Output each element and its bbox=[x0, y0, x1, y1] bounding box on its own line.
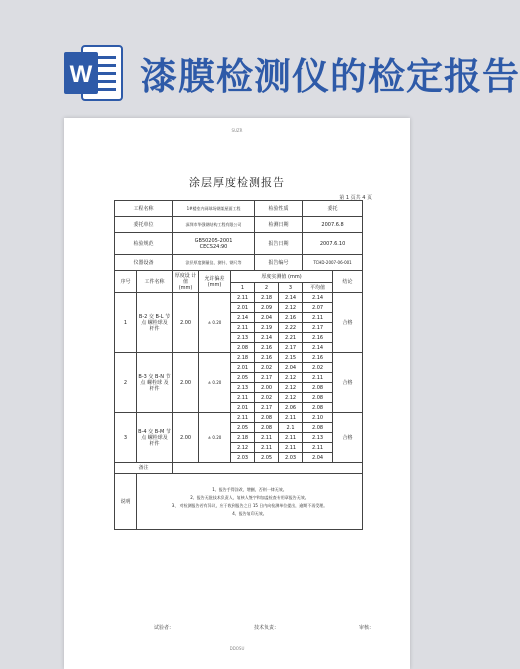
measurement-cell: 2.17 bbox=[279, 343, 303, 353]
header-col-3: 3 bbox=[279, 283, 303, 293]
notes-cell bbox=[137, 474, 363, 530]
banner bbox=[0, 0, 520, 118]
svg-text:W: W bbox=[69, 61, 93, 88]
measurement-cell: 2.11 bbox=[255, 433, 279, 443]
measurement-cell: 2.04 bbox=[279, 363, 303, 373]
measurement-cell: 2.18 bbox=[231, 353, 255, 363]
average-cell: 2.07 bbox=[303, 303, 333, 313]
group-seq: 1 bbox=[115, 293, 137, 353]
measurement-cell: 2.11 bbox=[231, 323, 255, 333]
measurement-cell: 2.16 bbox=[255, 353, 279, 363]
header-col-avg: 平均值 bbox=[303, 283, 333, 293]
remark-label: 备注 bbox=[115, 463, 173, 474]
project-label: 工程名称 bbox=[115, 201, 173, 217]
average-cell: 2.14 bbox=[303, 343, 333, 353]
average-cell: 2.08 bbox=[303, 423, 333, 433]
measurement-cell: 2.01 bbox=[231, 403, 255, 413]
average-cell: 2.17 bbox=[303, 323, 333, 333]
measurement-cell: 2.13 bbox=[231, 333, 255, 343]
measurement-cell: 2.11 bbox=[231, 413, 255, 423]
average-cell: 2.14 bbox=[303, 293, 333, 303]
measurement-cell: 2.21 bbox=[279, 333, 303, 343]
measurement-cell: 2.01 bbox=[231, 303, 255, 313]
measurement-cell: 2.08 bbox=[255, 413, 279, 423]
average-cell: 2.16 bbox=[303, 353, 333, 363]
tester-signature: 试验者： bbox=[154, 625, 175, 631]
measurement-cell: 2.19 bbox=[255, 323, 279, 333]
measurement-cell: 2.16 bbox=[255, 343, 279, 353]
group-seq: 2 bbox=[115, 353, 137, 413]
average-cell: 2.08 bbox=[303, 383, 333, 393]
measurement-cell: 2.22 bbox=[279, 323, 303, 333]
tech-lead-signature: 技术负责： bbox=[253, 625, 279, 631]
measurement-cell: 2.18 bbox=[255, 293, 279, 303]
note-line: 2、报告无批技术负责人，复核人签字和加盖检查专用章报告无效。 bbox=[190, 494, 309, 500]
measurement-cell: 2.12 bbox=[231, 443, 255, 453]
standard-value: GB50205-2001 CECS24:90 bbox=[173, 233, 255, 255]
nature-value: 委托 bbox=[303, 201, 363, 217]
average-cell: 2.08 bbox=[303, 403, 333, 413]
average-cell: 2.11 bbox=[303, 313, 333, 323]
word-doc-icon bbox=[62, 42, 124, 104]
measurement-cell: 2.11 bbox=[231, 393, 255, 403]
note-line: 4、报告复印无效。 bbox=[232, 510, 267, 516]
page-header: SUZR bbox=[231, 128, 243, 133]
average-cell: 2.13 bbox=[303, 433, 333, 443]
average-cell: 2.16 bbox=[303, 333, 333, 343]
group-member: B-4 交 B-M 节点 螺栓球及 杆件 bbox=[137, 413, 173, 463]
measurement-cell: 2.14 bbox=[255, 333, 279, 343]
average-cell: 2.02 bbox=[303, 363, 333, 373]
measurement-cell: 2.08 bbox=[255, 423, 279, 433]
measurement-cell: 2.05 bbox=[231, 423, 255, 433]
header-col-2: 2 bbox=[255, 283, 279, 293]
group-member: B-3 交 B-N 节点 螺栓球 及 杆件 bbox=[137, 353, 173, 413]
measurement-cell: 2.12 bbox=[279, 383, 303, 393]
average-cell: 2.04 bbox=[303, 453, 333, 463]
measurement-row bbox=[115, 293, 363, 303]
measurement-cell: 2.13 bbox=[231, 383, 255, 393]
measurement-cell: 2.15 bbox=[279, 353, 303, 363]
project-value: 1#楼室内网球场钢架屋面工程 bbox=[173, 201, 255, 217]
page-footer: DDOSU bbox=[229, 646, 245, 651]
measurement-cell: 2.17 bbox=[255, 403, 279, 413]
report-no-value: TCHD-2007-06-001 bbox=[303, 255, 363, 271]
measurement-cell: 2.03 bbox=[231, 453, 255, 463]
instrument-value: 涂层厚度测量仪、测针、钢尺等 bbox=[173, 255, 255, 271]
measurement-cell: 2.18 bbox=[231, 433, 255, 443]
measurement-cell: 2.03 bbox=[279, 453, 303, 463]
group-tolerance: ± 0.20 bbox=[199, 353, 231, 413]
measurement-cell: 2.11 bbox=[255, 443, 279, 453]
page-info: 第 1 页共 4 页 bbox=[339, 195, 372, 201]
group-conclusion: 合格 bbox=[333, 293, 363, 353]
group-conclusion: 合格 bbox=[333, 353, 363, 413]
measurement-row bbox=[115, 413, 363, 423]
measurement-cell: 2.1 bbox=[279, 423, 303, 433]
signature-row bbox=[154, 624, 374, 631]
measurement-cell: 2.12 bbox=[279, 373, 303, 383]
measurement-cell: 2.16 bbox=[279, 313, 303, 323]
remark-value bbox=[173, 463, 363, 474]
measurement-cell: 2.09 bbox=[255, 303, 279, 313]
document-title: 涂层厚度检测报告 bbox=[189, 176, 285, 189]
note-line: 3、 对检测报告若有异议，应于收到报告之日 15 日内向检测单位提出，逾期不再受理。 bbox=[171, 502, 328, 508]
average-cell: 2.11 bbox=[303, 373, 333, 383]
measurement-cell: 2.14 bbox=[231, 313, 255, 323]
date-label: 检测日期 bbox=[255, 217, 303, 233]
measurement-cell: 2.06 bbox=[279, 403, 303, 413]
report-date-value: 2007.6.10 bbox=[303, 233, 363, 255]
group-design: 2.00 bbox=[173, 353, 199, 413]
measurement-cell: 2.04 bbox=[255, 313, 279, 323]
measurement-cell: 2.05 bbox=[231, 373, 255, 383]
header-member: 工件名称 bbox=[137, 271, 173, 293]
measurement-cell: 2.02 bbox=[255, 363, 279, 373]
reviewer-signature: 审核： bbox=[358, 625, 374, 631]
measurement-row bbox=[115, 353, 363, 363]
measurement-cell: 2.00 bbox=[255, 383, 279, 393]
header-measured: 厚度实测值 (mm) bbox=[231, 271, 333, 283]
document-page bbox=[64, 118, 410, 669]
group-design: 2.00 bbox=[173, 293, 199, 353]
measurement-cell: 2.17 bbox=[255, 373, 279, 383]
header-tolerance: 允许偏差 (mm) bbox=[199, 271, 231, 293]
measurement-cell: 2.02 bbox=[255, 393, 279, 403]
client-label: 委托单位 bbox=[115, 217, 173, 233]
average-cell: 2.08 bbox=[303, 393, 333, 403]
nature-label: 检验性质 bbox=[255, 201, 303, 217]
instrument-label: 仪器设备 bbox=[115, 255, 173, 271]
group-seq: 3 bbox=[115, 413, 137, 463]
measurement-cell: 2.05 bbox=[255, 453, 279, 463]
header-design: 厚度设 计值 (mm) bbox=[173, 271, 199, 293]
header-conclusion: 结论 bbox=[333, 271, 363, 293]
report-date-label: 报告日期 bbox=[255, 233, 303, 255]
client-value: 深圳市华强钢结构工程有限公司 bbox=[173, 217, 255, 233]
measurement-cell: 2.12 bbox=[279, 393, 303, 403]
group-tolerance: ± 0.20 bbox=[199, 413, 231, 463]
average-cell: 2.10 bbox=[303, 413, 333, 423]
banner-title: 漆膜检测仪的检定报告 bbox=[140, 55, 520, 98]
group-conclusion: 合格 bbox=[333, 413, 363, 463]
group-member: B-2 交 B-L 节点 螺栓球及 杆件 bbox=[137, 293, 173, 353]
measurement-cell: 2.12 bbox=[279, 303, 303, 313]
note-line: 1、报告手得涂改，增删，否则一律无效。 bbox=[212, 486, 287, 492]
header-seq: 序号 bbox=[115, 271, 137, 293]
measurement-cell: 2.11 bbox=[231, 293, 255, 303]
report-table bbox=[114, 200, 363, 530]
group-design: 2.00 bbox=[173, 413, 199, 463]
notes-label: 说明 bbox=[115, 474, 137, 530]
group-tolerance: ± 0.20 bbox=[199, 293, 231, 353]
measurement-cell: 2.01 bbox=[231, 363, 255, 373]
measurement-cell: 2.14 bbox=[279, 293, 303, 303]
measurement-cell: 2.11 bbox=[279, 413, 303, 423]
measurement-cell: 2.08 bbox=[231, 343, 255, 353]
measurement-cell: 2.11 bbox=[279, 443, 303, 453]
header-col-1: 1 bbox=[231, 283, 255, 293]
standard-label: 检验规范 bbox=[115, 233, 173, 255]
average-cell: 2.11 bbox=[303, 443, 333, 453]
report-no-label: 报告编号 bbox=[255, 255, 303, 271]
date-value: 2007.6.8 bbox=[303, 217, 363, 233]
measurement-cell: 2.11 bbox=[279, 433, 303, 443]
